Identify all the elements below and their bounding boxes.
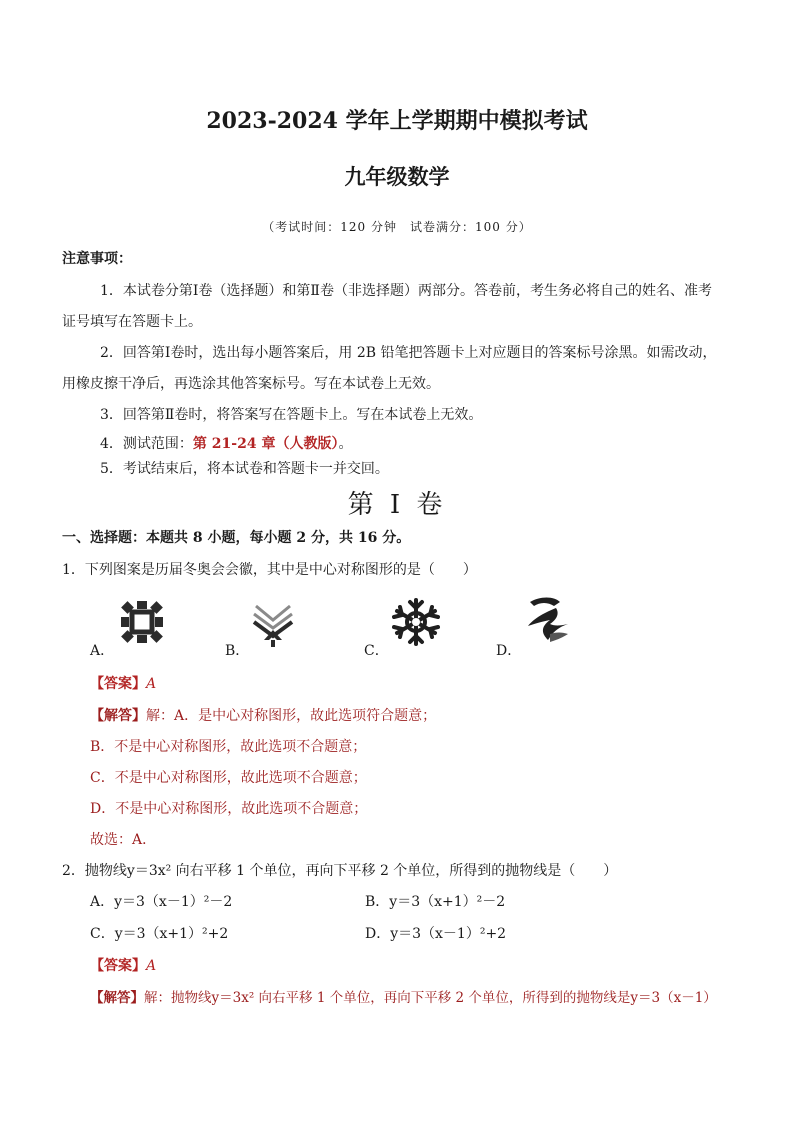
q1-answer-tag: 【答案】 — [90, 676, 146, 692]
q2-stem: 2．抛物线y＝3x² 向右平移 1 个单位，再向下平移 2 个单位，所得到的抛物线是（ ） — [62, 863, 618, 879]
q2-option-c: C．y＝3（x+1）²+2 — [90, 926, 229, 942]
q1-answer-value: A — [146, 676, 157, 692]
emblem-c-icon — [390, 596, 442, 648]
q1-analysis-tag: 【解答】 — [90, 708, 146, 724]
q1-analysis-line-4: D．不是中心对称图形，故此选项不合题意； — [90, 801, 368, 817]
note-5: 5．考试结束后，将本试卷和答题卡一并交回。 — [100, 461, 389, 477]
q1-analysis-line-3: C．不是中心对称图形，故此选项不合题意； — [90, 770, 367, 786]
note-1b: 证号填写在答题卡上。 — [62, 314, 202, 330]
q2-analysis — [90, 986, 717, 1006]
note-1a: 1．本试卷分第Ⅰ卷（选择题）和第Ⅱ卷（非选择题）两部分。答卷前，考生务必将自己的姓名、准考 — [100, 283, 712, 299]
q2-answer — [90, 955, 156, 975]
emblem-d-icon — [520, 594, 574, 648]
notes-heading: 注意事项： — [62, 251, 132, 267]
q1-answer — [90, 673, 156, 693]
q2-answer-value: A — [146, 958, 157, 974]
q1-stem: 1．下列图案是历届冬奥会会徽，其中是中心对称图形的是（ ） — [62, 562, 477, 578]
q1-conclusion: 故选：A． — [90, 832, 157, 848]
q1-option-b: B． — [225, 643, 250, 659]
q1-analysis-line-1: 解：A．是中心对称图形，故此选项符合题意； — [146, 708, 437, 724]
emblem-a-icon — [118, 598, 166, 646]
subject-title: 九年级数学 — [344, 164, 450, 189]
section-heading: 一、选择题：本题共 8 小题，每小题 2 分，共 16 分。 — [62, 530, 411, 546]
q1-analysis-1 — [90, 705, 436, 725]
exam-info: （考试时间：120 分钟 试卷满分：100 分） — [262, 220, 532, 234]
note-4-suffix: 。 — [338, 436, 353, 452]
q2-analysis-tag: 【解答】 — [90, 990, 144, 1006]
q2-option-a: A．y＝3（x－1）²－2 — [90, 894, 233, 910]
volume-heading: 第 I 卷 — [347, 490, 447, 520]
note-2b: 用橡皮擦干净后，再选涂其他答案标号。写在本试卷上无效。 — [62, 376, 440, 392]
q2-option-d: D．y＝3（x－1）²+2 — [365, 926, 507, 942]
emblem-b-icon — [250, 600, 296, 648]
exam-title: 2023-2024 学年上学期期中模拟考试 — [206, 108, 588, 134]
q1-option-a: A． — [90, 643, 115, 659]
q2-answer-tag: 【答案】 — [90, 958, 146, 974]
q1-option-c: C． — [364, 643, 389, 659]
q1-option-d: D． — [496, 643, 522, 659]
note-2a: 2．回答第Ⅰ卷时，选出每小题答案后，用 2B 铅笔把答题卡上对应题目的答案标号涂黑。如需改动， — [100, 345, 717, 361]
note-4-prefix: 4．测试范围： — [100, 436, 193, 452]
note-4-scope: 第 21-24 章（人教版） — [192, 436, 339, 452]
q1-analysis-line-2: B．不是中心对称图形，故此选项不合题意； — [90, 739, 367, 755]
q2-option-b: B．y＝3（x+1）²－2 — [365, 894, 506, 910]
note-4 — [100, 433, 352, 453]
note-3: 3．回答第Ⅱ卷时，将答案写在答题卡上。写在本试卷上无效。 — [100, 407, 483, 423]
q2-analysis-text: 解：抛物线y＝3x² 向右平移 1 个单位，再向下平移 2 个单位，所得到的抛物线是y＝3（x－1） — [144, 990, 717, 1006]
